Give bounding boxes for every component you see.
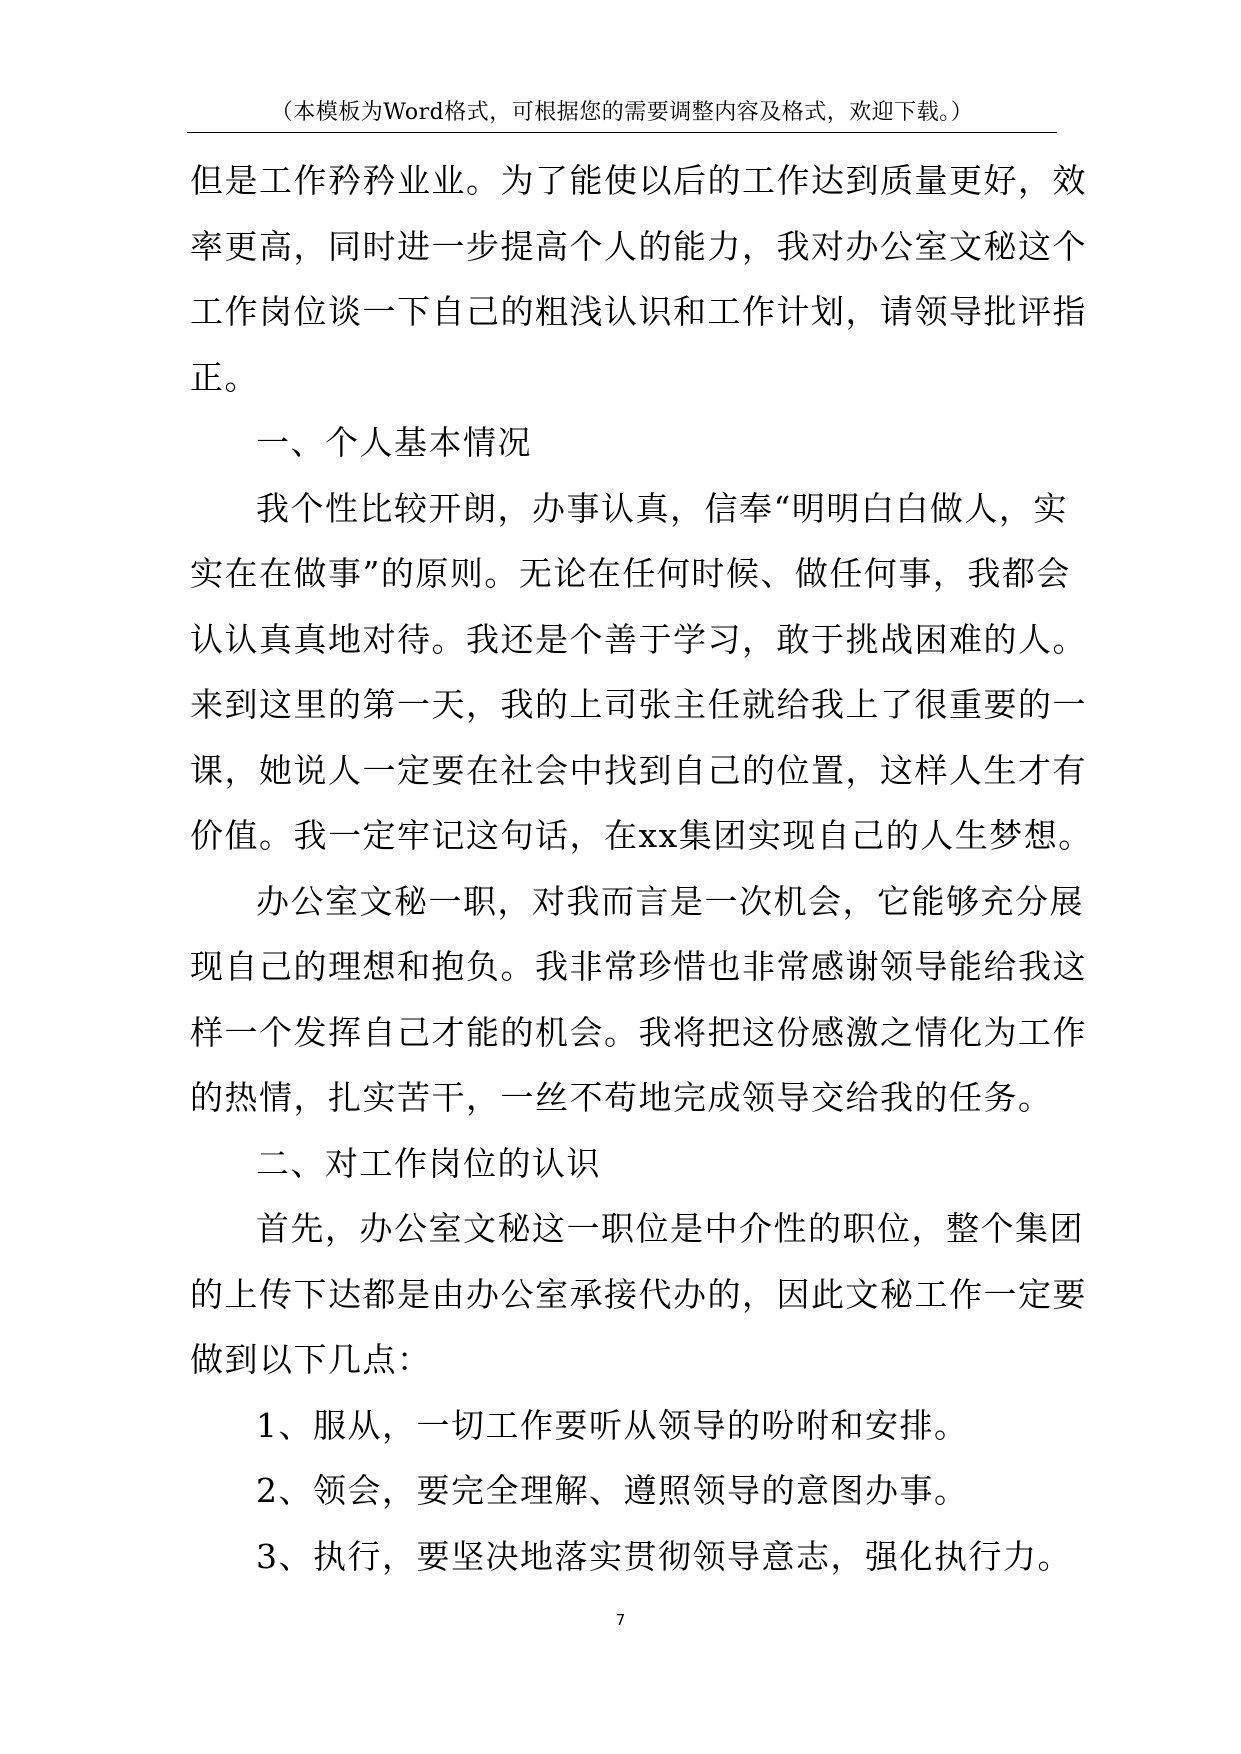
body-line: 但是工作矜矜业业。为了能使以后的工作达到质量更好，效 [190, 161, 1087, 200]
body-line: 正。 [190, 357, 259, 397]
body-line: 实在在做事”的原则。无论在任何时候、做任何事，我都会 [190, 554, 1071, 593]
list-item: 2、领会，要完全理解、遵照领导的意图办事。 [256, 1471, 969, 1510]
body-line: 率更高，同时进一步提高个人的能力，我对办公室文秘这个 [190, 226, 1087, 266]
body-line: 课，她说人一定要在社会中找到自己的位置，这样人生才有 [190, 750, 1087, 790]
body-line: 现自己的理想和抱负。我非常珍惜也非常感谢领导能给我这 [190, 947, 1087, 986]
body-line: 首先，办公室文秘这一职位是中介性的职位，整个集团 [256, 1209, 1084, 1248]
body-line: 样一个发挥自己才能的机会。我将把这份感激之情化为工作 [190, 1012, 1087, 1052]
list-item: 3、执行，要坚决地落实贯彻领导意志，强化执行力。 [256, 1536, 1072, 1576]
body-line: 办公室文秘一职，对我而言是一次机会，它能够充分展 [256, 881, 1084, 921]
section-heading: 二、对工作岗位的认识 [256, 1143, 601, 1183]
header-divider [187, 132, 1057, 133]
page-header: （本模板为Word格式，可根据您的需要调整内容及格式，欢迎下载。） [270, 100, 974, 125]
body-line: 的上传下达都是由办公室承接代办的，因此文秘工作一定要 [190, 1274, 1087, 1314]
body-line: 我个性比较开朗，办事认真，信奉“明明白白做人，实 [256, 488, 1068, 528]
section-heading: 一、个人基本情况 [256, 423, 532, 462]
body-line: 做到以下几点： [190, 1340, 432, 1379]
body-line: 工作岗位谈一下自己的粗浅认识和工作计划，请领导批评指 [190, 292, 1087, 331]
body-line: 认认真真地对待。我还是个善于学习，敢于挑战困难的人。 [190, 619, 1087, 659]
body-line: 来到这里的第一天，我的上司张主任就给我上了很重要的一 [190, 685, 1087, 724]
list-item: 1、服从，一切工作要听从领导的吩咐和安排。 [256, 1405, 969, 1445]
document-body [190, 148, 1093, 1589]
page-number: 7 [615, 1611, 626, 1629]
body-line: 价值。我一定牢记这句话，在xx集团实现自己的人生梦想。 [190, 816, 1093, 855]
body-line: 的热情，扎实苦干，一丝不苟地完成领导交给我的任务。 [190, 1078, 1053, 1117]
